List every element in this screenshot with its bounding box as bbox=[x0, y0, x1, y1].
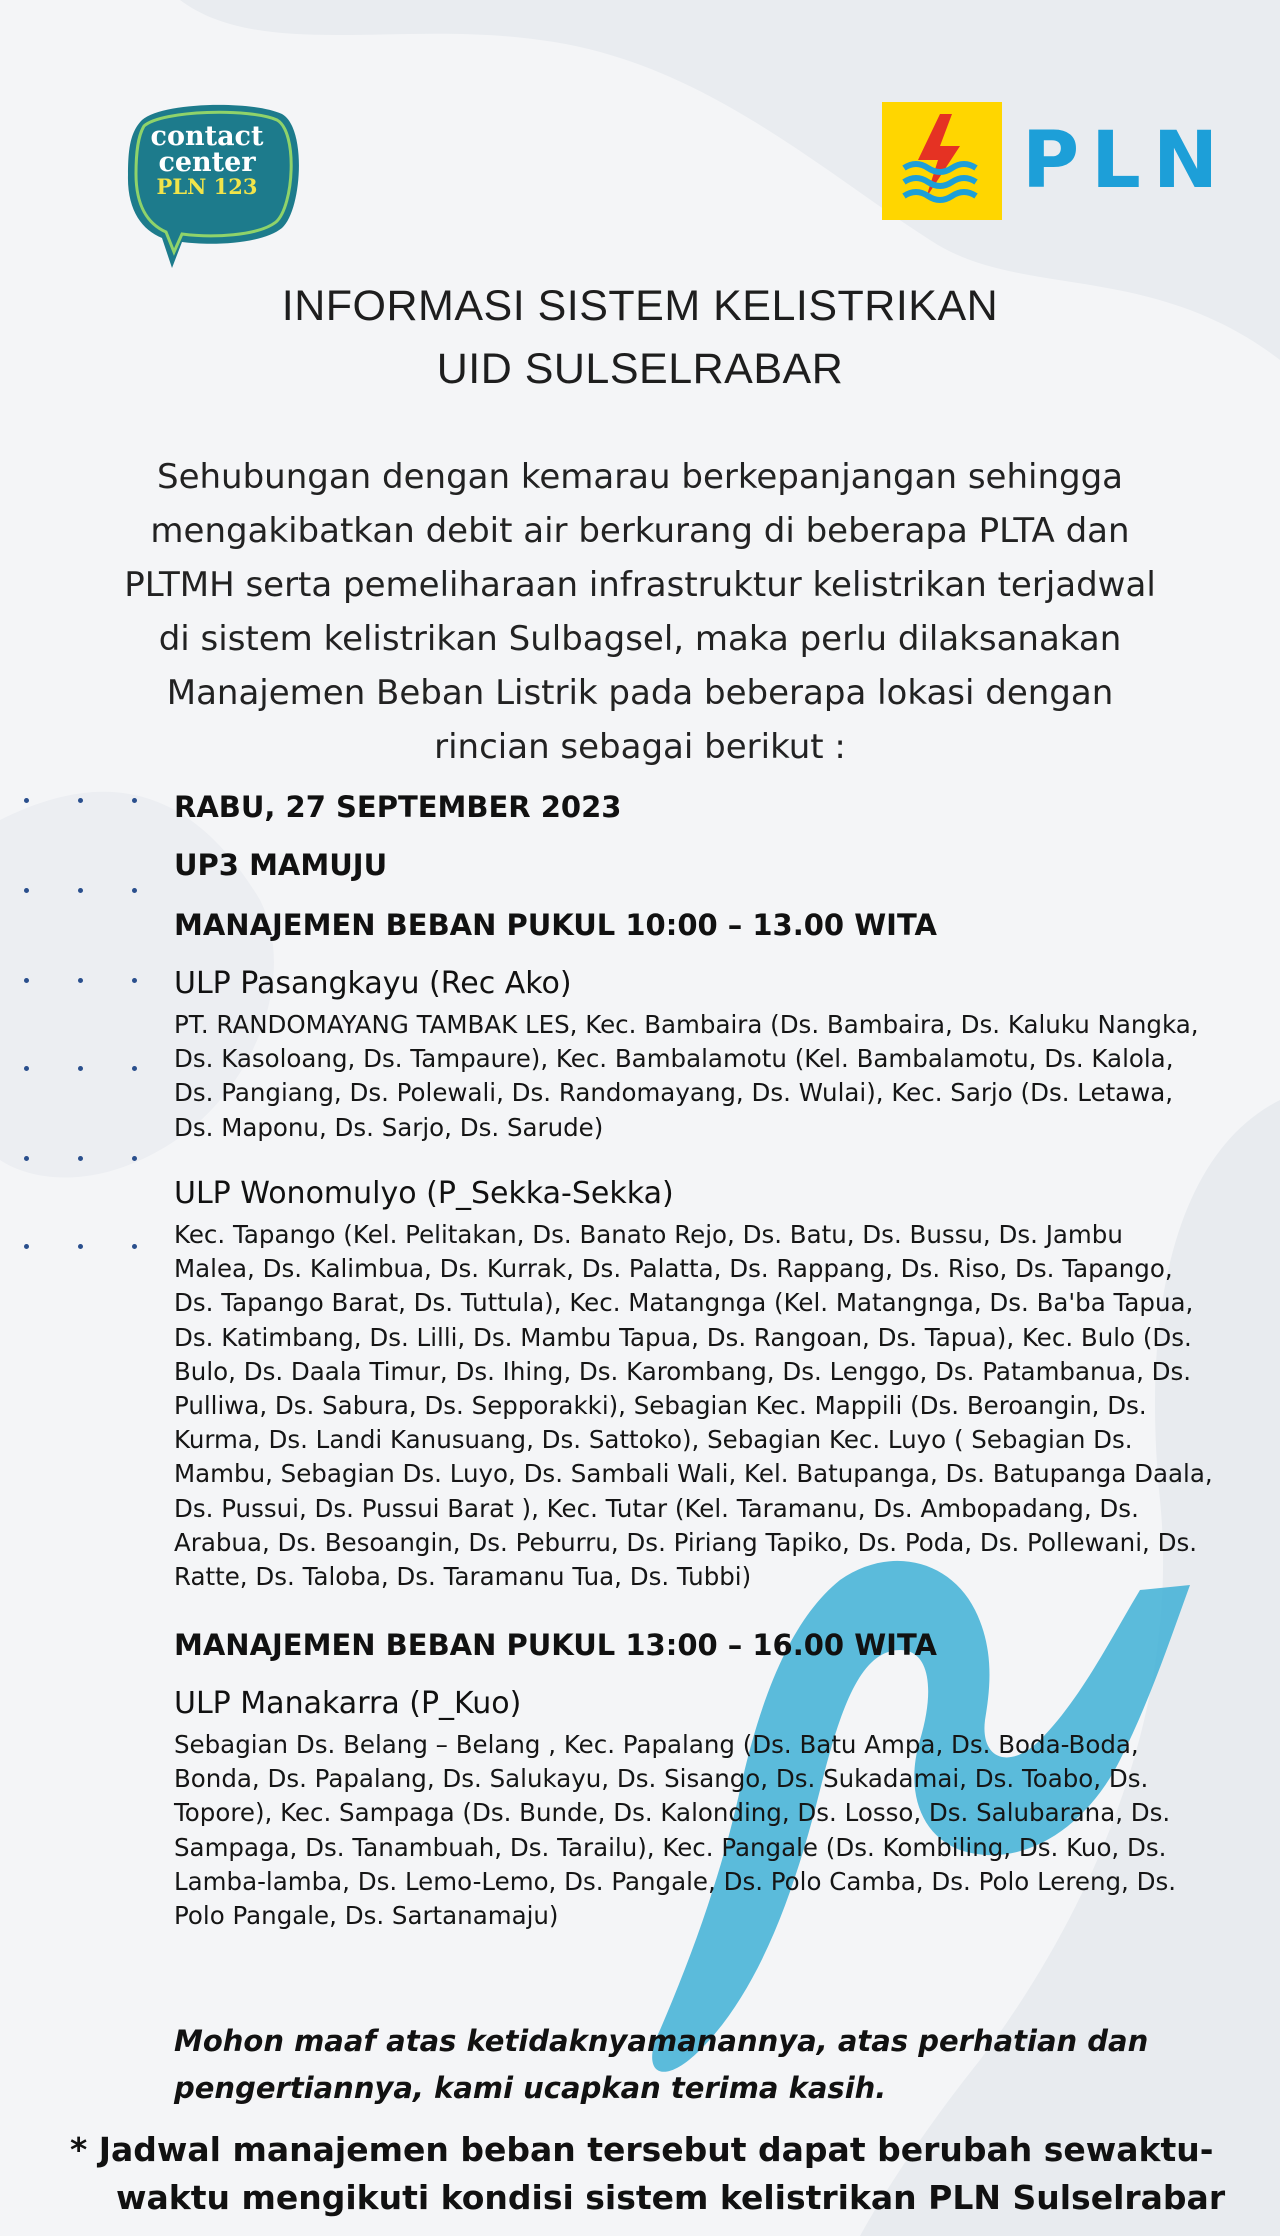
intro-line: Manajemen Beban Listrik pada beberapa lokasi dengan bbox=[166, 673, 1114, 713]
area-line: Kec. Tapango (Kel. Pelitakan, Ds. Banato Rejo, Ds. Batu, Ds. Bussu, Ds. Jambu bbox=[174, 1220, 1123, 1249]
intro-line: PLTMH serta pemeliharaan infrastruktur kelistrikan terjadwal bbox=[124, 565, 1156, 605]
area-line: Ds. Maponu, Ds. Sarjo, Ds. Sarude) bbox=[174, 1112, 604, 1142]
intro-line: di sistem kelistrikan Sulbagsel, maka perlu dilaksanakan bbox=[158, 619, 1122, 659]
intro-line: rincian sebagai berikut : bbox=[434, 727, 846, 767]
contact-center-text bbox=[122, 121, 292, 199]
ulp-wonomulyo-areas bbox=[174, 1218, 1244, 1594]
area-line: Bulo, Ds. Daala Timur, Ds. Ihing, Ds. Karombang, Ds. Lenggo, Ds. Patambanua, Ds. bbox=[174, 1356, 1192, 1386]
area-line: Ds. Tapango Barat, Ds. Tuttula), Kec. Matangnga (Kel. Matangnga, Ds. Ba'ba Tapua, bbox=[174, 1288, 1194, 1318]
area-line: Bonda, Ds. Papalang, Ds. Salukayu, Ds. Sisango, Ds. Sukadamai, Ds. Toabo, Ds. bbox=[174, 1764, 1149, 1794]
area-line: Sebagian Ds. Belang – Belang , Kec. Papalang (Ds. Batu Ampa, Ds. Boda-Boda, bbox=[174, 1730, 1139, 1759]
contact-line1: contact bbox=[150, 121, 264, 152]
session2-title: MANAJEMEN BEBAN PUKUL 13:00 – 16.00 WITA bbox=[174, 1628, 937, 1662]
heading-line1: INFORMASI SISTEM KELISTRIKAN bbox=[281, 282, 999, 330]
intro-paragraph bbox=[110, 450, 1170, 774]
area-line: Ds. Pangiang, Ds. Polewali, Ds. Randomayang, Ds. Wulai), Kec. Sarjo (Ds. Letawa, bbox=[174, 1078, 1174, 1108]
area-line: Lamba-lamba, Ds. Lemo-Lemo, Ds. Pangale, Ds. Polo Camba, Ds. Polo Lereng, Ds. bbox=[174, 1866, 1177, 1896]
ulp-manakarra-areas bbox=[174, 1728, 1244, 1933]
lightning-waves-icon bbox=[882, 102, 1002, 220]
area-line: Kurma, Ds. Landi Kanusuang, Ds. Sattoko), Sebagian Kec. Luyo ( Sebagian Ds. bbox=[174, 1425, 1133, 1455]
ulp-pasangkayu-areas bbox=[174, 1008, 1244, 1145]
pln-emblem bbox=[882, 102, 1002, 220]
pln-logo bbox=[882, 102, 1231, 220]
closing-line1: Mohon maaf atas ketidaknyamanannya, atas perhatian dan bbox=[174, 2024, 1149, 2058]
area-line: Topore), Kec. Sampaga (Ds. Bunde, Ds. Kalonding, Ds. Losso, Ds. Salubarana, Ds. bbox=[174, 1798, 1171, 1828]
contact-center-logo bbox=[122, 100, 312, 270]
note-line2: waktu mengikuti kondisi sistem kelistrikan PLN Sulselrabar bbox=[116, 2178, 1226, 2217]
contact-line2: center bbox=[158, 147, 256, 178]
area-line: PT. RANDOMAYANG TAMBAK LES, Kec. Bambaira (Ds. Bambaira, Ds. Kaluku Nangka, bbox=[174, 1010, 1199, 1039]
note-line1: * Jadwal manajemen beban tersebut dapat berubah sewaktu- bbox=[70, 2130, 1214, 2169]
unit-heading: UP3 MAMUJU bbox=[174, 848, 388, 882]
area-line: Ds. Kasoloang, Ds. Tampaure), Kec. Bambalamotu (Kel. Bambalamotu, Ds. Kalola, bbox=[174, 1044, 1174, 1074]
area-line: Ds. Pussui, Ds. Pussui Barat ), Kec. Tutar (Kel. Taramanu, Ds. Ambopadang, Ds. bbox=[174, 1493, 1139, 1523]
session1-title: MANAJEMEN BEBAN PUKUL 10:00 – 13.00 WITA bbox=[174, 908, 937, 942]
ulp-manakarra-name: ULP Manakarra (P_Kuo) bbox=[174, 1686, 522, 1721]
area-line: Pulliwa, Ds. Sabura, Ds. Sepporakki), Sebagian Kec. Mappili (Ds. Beroangin, Ds. bbox=[174, 1391, 1147, 1421]
closing-message bbox=[174, 2018, 1174, 2112]
date-heading: RABU, 27 SEPTEMBER 2023 bbox=[174, 790, 622, 824]
heading-line2: UID SULSELRABAR bbox=[436, 345, 844, 393]
ulp-wonomulyo-name: ULP Wonomulyo (P_Sekka-Sekka) bbox=[174, 1176, 674, 1211]
area-line: Mambu, Sebagian Ds. Luyo, Ds. Sambali Wali, Kel. Batupanga, Ds. Batupanga Daala, bbox=[174, 1459, 1213, 1489]
area-line: Sampaga, Ds. Tanambuah, Ds. Tarailu), Kec. Pangale (Ds. Kombiling, Ds. Kuo, Ds. bbox=[174, 1832, 1167, 1862]
intro-line: Sehubungan dengan kemarau berkepanjangan sehingga bbox=[156, 457, 1123, 497]
area-line: Arabua, Ds. Besoangin, Ds. Peburru, Ds. Piriang Tapiko, Ds. Poda, Ds. Pollewani, Ds. bbox=[174, 1527, 1198, 1557]
closing-line2: pengertiannya, kami ucapkan terima kasih. bbox=[174, 2071, 887, 2105]
intro-line: mengakibatkan debit air berkurang di beberapa PLTA dan bbox=[150, 511, 1130, 551]
area-line: Polo Pangale, Ds. Sartanamaju) bbox=[174, 1901, 559, 1931]
pln-wordmark: PLN bbox=[1022, 116, 1231, 206]
contact-line3: PLN 123 bbox=[156, 174, 258, 199]
ulp-pasangkayu-name: ULP Pasangkayu (Rec Ako) bbox=[174, 966, 572, 1001]
area-line: Ds. Katimbang, Ds. Lilli, Ds. Mambu Tapua, Ds. Rangoan, Ds. Tapua), Kec. Bulo (Ds. bbox=[174, 1322, 1192, 1352]
area-line: Malea, Ds. Kalimbua, Ds. Kurrak, Ds. Palatta, Ds. Rappang, Ds. Riso, Ds. Tapango, bbox=[174, 1254, 1173, 1284]
area-line: Ratte, Ds. Taloba, Ds. Taramanu Tua, Ds. Tubbi) bbox=[174, 1562, 752, 1592]
schedule-note bbox=[70, 2126, 1250, 2222]
